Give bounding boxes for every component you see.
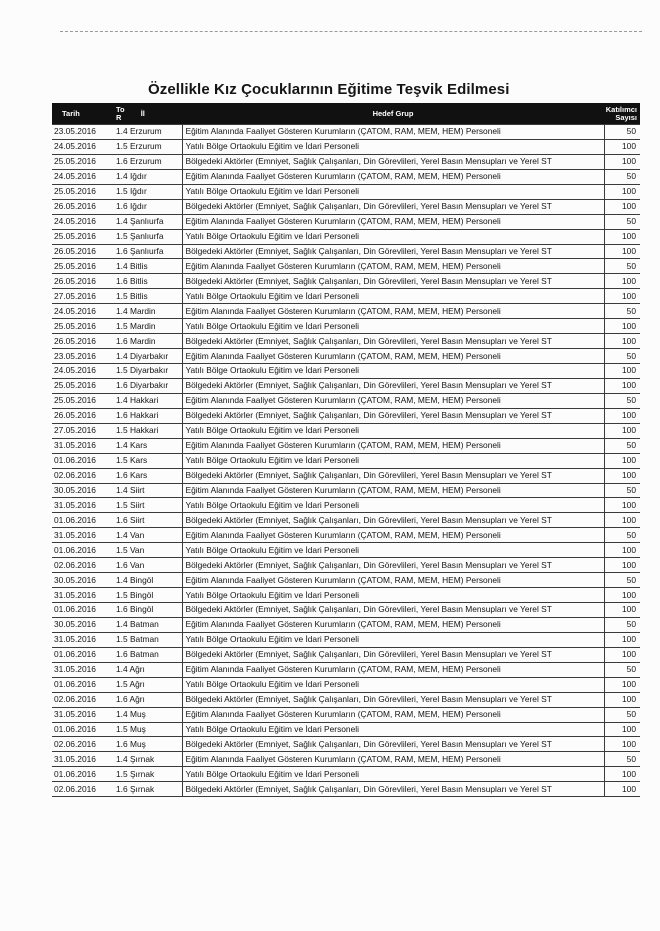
header-target-group: Hedef Grup — [182, 103, 604, 125]
cell-tor-il: 1.6 Şırnak — [110, 782, 182, 797]
cell-target-group: Yatılı Bölge Ortaokulu Eğitim ve İdari Personeli — [182, 543, 604, 558]
cell-participant-count: 100 — [604, 543, 640, 558]
cell-date: 30.05.2016 — [52, 483, 110, 498]
cell-participant-count: 100 — [604, 319, 640, 334]
cell-tor-il: 1.6 Muş — [110, 737, 182, 752]
participants-table-container — [52, 103, 640, 797]
cell-date: 02.06.2016 — [52, 737, 110, 752]
cell-participant-count: 100 — [604, 468, 640, 483]
cell-participant-count: 100 — [604, 603, 640, 618]
cell-participant-count: 100 — [604, 558, 640, 573]
cell-target-group: Bölgedeki Aktörler (Emniyet, Sağlık Çalışanları, Din Görevlileri, Yerel Basın Mensupları ve Yerel ST — [182, 782, 604, 797]
cell-target-group: Yatılı Bölge Ortaokulu Eğitim ve İdari Personeli — [182, 767, 604, 782]
cell-participant-count: 100 — [604, 513, 640, 528]
cell-date: 24.05.2016 — [52, 364, 110, 379]
table-row — [52, 438, 640, 453]
cell-tor-il: 1.5 Bitlis — [110, 289, 182, 304]
table-row — [52, 169, 640, 184]
cell-tor-il: 1.4 Ağrı — [110, 662, 182, 677]
cell-target-group: Yatılı Bölge Ortaokulu Eğitim ve İdari Personeli — [182, 453, 604, 468]
table-row — [52, 632, 640, 647]
cell-tor-il: 1.6 Ağrı — [110, 692, 182, 707]
table-row — [52, 588, 640, 603]
table-row — [52, 647, 640, 662]
cell-date: 25.05.2016 — [52, 378, 110, 393]
cell-participant-count: 100 — [604, 378, 640, 393]
table-row — [52, 408, 640, 423]
cell-participant-count: 100 — [604, 588, 640, 603]
cell-date: 01.06.2016 — [52, 513, 110, 528]
table-row — [52, 528, 640, 543]
cell-date: 01.06.2016 — [52, 603, 110, 618]
cell-date: 23.05.2016 — [52, 349, 110, 364]
cell-tor-il: 1.4 Erzurum — [110, 125, 182, 140]
cell-target-group: Yatılı Bölge Ortaokulu Eğitim ve İdari Personeli — [182, 498, 604, 513]
cell-date: 25.05.2016 — [52, 319, 110, 334]
cell-participant-count: 50 — [604, 438, 640, 453]
cell-tor-il: 1.6 Iğdır — [110, 199, 182, 214]
cell-participant-count: 100 — [604, 199, 640, 214]
table-row — [52, 513, 640, 528]
cell-tor-il: 1.6 Hakkari — [110, 408, 182, 423]
cell-tor-il: 1.4 Kars — [110, 438, 182, 453]
cell-date: 24.05.2016 — [52, 139, 110, 154]
cell-participant-count: 100 — [604, 632, 640, 647]
cell-target-group: Yatılı Bölge Ortaokulu Eğitim ve İdari Personeli — [182, 184, 604, 199]
header-count-bottom: Sayısı — [615, 112, 637, 122]
cell-date: 27.05.2016 — [52, 423, 110, 438]
cell-date: 30.05.2016 — [52, 617, 110, 632]
cell-tor-il: 1.6 Van — [110, 558, 182, 573]
table-row — [52, 349, 640, 364]
cell-target-group: Yatılı Bölge Ortaokulu Eğitim ve İdari Personeli — [182, 229, 604, 244]
cell-tor-il: 1.5 Batman — [110, 632, 182, 647]
cell-participant-count: 50 — [604, 528, 640, 543]
table-row — [52, 543, 640, 558]
table-row — [52, 274, 640, 289]
table-row — [52, 229, 640, 244]
cell-tor-il: 1.6 Batman — [110, 647, 182, 662]
header-tor-bottom: R — [116, 112, 122, 122]
cell-target-group: Eğitim Alanında Faaliyet Gösteren Kurumların (ÇATOM, RAM, MEM, HEM) Personeli — [182, 349, 604, 364]
cell-date: 26.05.2016 — [52, 334, 110, 349]
cell-tor-il: 1.4 Mardin — [110, 304, 182, 319]
table-row — [52, 304, 640, 319]
table-row — [52, 782, 640, 797]
cell-tor-il: 1.4 Iğdır — [110, 169, 182, 184]
cell-target-group: Eğitim Alanında Faaliyet Gösteren Kurumların (ÇATOM, RAM, MEM, HEM) Personeli — [182, 752, 604, 767]
table-row — [52, 259, 640, 274]
header-il: İl — [140, 108, 145, 118]
cell-participant-count: 100 — [604, 453, 640, 468]
cell-target-group: Bölgedeki Aktörler (Emniyet, Sağlık Çalışanları, Din Görevlileri, Yerel Basın Mensupları ve Yerel ST — [182, 334, 604, 349]
cell-participant-count: 50 — [604, 617, 640, 632]
cell-target-group: Eğitim Alanında Faaliyet Gösteren Kurumların (ÇATOM, RAM, MEM, HEM) Personeli — [182, 169, 604, 184]
cell-date: 01.06.2016 — [52, 453, 110, 468]
table-row — [52, 692, 640, 707]
cell-date: 02.06.2016 — [52, 692, 110, 707]
cell-target-group: Bölgedeki Aktörler (Emniyet, Sağlık Çalışanları, Din Görevlileri, Yerel Basın Mensupları ve Yerel ST — [182, 378, 604, 393]
cell-tor-il: 1.6 Kars — [110, 468, 182, 483]
cell-target-group: Eğitim Alanında Faaliyet Gösteren Kurumların (ÇATOM, RAM, MEM, HEM) Personeli — [182, 438, 604, 453]
table-row — [52, 617, 640, 632]
cell-tor-il: 1.5 Erzurum — [110, 139, 182, 154]
cell-tor-il: 1.5 Kars — [110, 453, 182, 468]
cell-date: 25.05.2016 — [52, 393, 110, 408]
table-row — [52, 573, 640, 588]
cell-target-group: Bölgedeki Aktörler (Emniyet, Sağlık Çalışanları, Din Görevlileri, Yerel Basın Mensupları ve Yerel ST — [182, 468, 604, 483]
cell-date: 31.05.2016 — [52, 752, 110, 767]
table-row — [52, 214, 640, 229]
cell-target-group: Bölgedeki Aktörler (Emniyet, Sağlık Çalışanları, Din Görevlileri, Yerel Basın Mensupları ve Yerel ST — [182, 513, 604, 528]
cell-date: 26.05.2016 — [52, 274, 110, 289]
cell-target-group: Yatılı Bölge Ortaokulu Eğitim ve İdari Personeli — [182, 677, 604, 692]
table-row — [52, 483, 640, 498]
table-row — [52, 707, 640, 722]
page-title: Özellikle Kız Çocuklarının Eğitime Teşvik Edilmesi — [148, 81, 510, 98]
cell-date: 01.06.2016 — [52, 543, 110, 558]
cell-target-group: Yatılı Bölge Ortaokulu Eğitim ve İdari Personeli — [182, 588, 604, 603]
table-row — [52, 468, 640, 483]
cell-tor-il: 1.5 Siirt — [110, 498, 182, 513]
cell-participant-count: 100 — [604, 139, 640, 154]
table-row — [52, 334, 640, 349]
cell-tor-il: 1.4 Bitlis — [110, 259, 182, 274]
cell-target-group: Yatılı Bölge Ortaokulu Eğitim ve İdari Personeli — [182, 632, 604, 647]
cell-tor-il: 1.5 Şanlıurfa — [110, 229, 182, 244]
cell-participant-count: 100 — [604, 334, 640, 349]
cell-tor-il: 1.6 Diyarbakır — [110, 378, 182, 393]
cell-tor-il: 1.5 Şırnak — [110, 767, 182, 782]
cell-participant-count: 100 — [604, 408, 640, 423]
header-participant-count — [604, 103, 640, 125]
cell-tor-il: 1.4 Bingöl — [110, 573, 182, 588]
cell-participant-count: 100 — [604, 647, 640, 662]
table-row — [52, 154, 640, 169]
table-row — [52, 184, 640, 199]
cell-tor-il: 1.4 Şanlıurfa — [110, 214, 182, 229]
cell-date: 23.05.2016 — [52, 125, 110, 140]
cell-participant-count: 100 — [604, 229, 640, 244]
table-row — [52, 319, 640, 334]
cell-tor-il: 1.4 Hakkari — [110, 393, 182, 408]
cell-target-group: Bölgedeki Aktörler (Emniyet, Sağlık Çalışanları, Din Görevlileri, Yerel Basın Mensupları ve Yerel ST — [182, 154, 604, 169]
cell-participant-count: 50 — [604, 573, 640, 588]
table-header — [52, 103, 640, 125]
table-row — [52, 677, 640, 692]
cell-date: 01.06.2016 — [52, 722, 110, 737]
cell-participant-count: 100 — [604, 154, 640, 169]
cell-date: 31.05.2016 — [52, 632, 110, 647]
header-tor-top: To — [116, 104, 125, 114]
cell-target-group: Yatılı Bölge Ortaokulu Eğitim ve İdari Personeli — [182, 423, 604, 438]
cell-date: 25.05.2016 — [52, 229, 110, 244]
cell-target-group: Yatılı Bölge Ortaokulu Eğitim ve İdari Personeli — [182, 319, 604, 334]
cell-tor-il: 1.5 Iğdır — [110, 184, 182, 199]
cell-participant-count: 100 — [604, 677, 640, 692]
cell-participant-count: 50 — [604, 752, 640, 767]
cell-target-group: Yatılı Bölge Ortaokulu Eğitim ve İdari Personeli — [182, 289, 604, 304]
cell-tor-il: 1.5 Diyarbakır — [110, 364, 182, 379]
cell-date: 26.05.2016 — [52, 408, 110, 423]
cell-target-group: Eğitim Alanında Faaliyet Gösteren Kurumların (ÇATOM, RAM, MEM, HEM) Personeli — [182, 528, 604, 543]
cell-target-group: Eğitim Alanında Faaliyet Gösteren Kurumların (ÇATOM, RAM, MEM, HEM) Personeli — [182, 573, 604, 588]
cell-participant-count: 50 — [604, 483, 640, 498]
cell-participant-count: 50 — [604, 707, 640, 722]
cell-tor-il: 1.5 Bingöl — [110, 588, 182, 603]
cell-participant-count: 50 — [604, 349, 640, 364]
cell-target-group: Bölgedeki Aktörler (Emniyet, Sağlık Çalışanları, Din Görevlileri, Yerel Basın Mensupları ve Yerel ST — [182, 244, 604, 259]
cell-participant-count: 100 — [604, 423, 640, 438]
cell-tor-il: 1.5 Mardin — [110, 319, 182, 334]
cell-date: 31.05.2016 — [52, 662, 110, 677]
cell-date: 02.06.2016 — [52, 782, 110, 797]
cell-participant-count: 100 — [604, 722, 640, 737]
cell-tor-il: 1.4 Şırnak — [110, 752, 182, 767]
cell-target-group: Eğitim Alanında Faaliyet Gösteren Kurumların (ÇATOM, RAM, MEM, HEM) Personeli — [182, 707, 604, 722]
cell-target-group: Bölgedeki Aktörler (Emniyet, Sağlık Çalışanları, Din Görevlileri, Yerel Basın Mensupları ve Yerel ST — [182, 603, 604, 618]
table-row — [52, 364, 640, 379]
table-row — [52, 603, 640, 618]
cell-participant-count: 50 — [604, 662, 640, 677]
cell-tor-il: 1.5 Ağrı — [110, 677, 182, 692]
cell-date: 02.06.2016 — [52, 558, 110, 573]
cell-tor-il: 1.5 Muş — [110, 722, 182, 737]
cell-target-group: Eğitim Alanında Faaliyet Gösteren Kurumların (ÇATOM, RAM, MEM, HEM) Personeli — [182, 617, 604, 632]
cell-participant-count: 100 — [604, 244, 640, 259]
table-row — [52, 378, 640, 393]
cell-target-group: Eğitim Alanında Faaliyet Gösteren Kurumların (ÇATOM, RAM, MEM, HEM) Personeli — [182, 214, 604, 229]
cell-date: 01.06.2016 — [52, 677, 110, 692]
cell-participant-count: 50 — [604, 214, 640, 229]
cell-participant-count: 100 — [604, 498, 640, 513]
table-row — [52, 767, 640, 782]
cell-target-group: Eğitim Alanında Faaliyet Gösteren Kurumların (ÇATOM, RAM, MEM, HEM) Personeli — [182, 304, 604, 319]
cell-target-group: Bölgedeki Aktörler (Emniyet, Sağlık Çalışanları, Din Görevlileri, Yerel Basın Mensupları ve Yerel ST — [182, 737, 604, 752]
cell-date: 27.05.2016 — [52, 289, 110, 304]
table-row — [52, 125, 640, 140]
cell-participant-count: 100 — [604, 692, 640, 707]
cell-target-group: Eğitim Alanında Faaliyet Gösteren Kurumların (ÇATOM, RAM, MEM, HEM) Personeli — [182, 662, 604, 677]
cell-target-group: Bölgedeki Aktörler (Emniyet, Sağlık Çalışanları, Din Görevlileri, Yerel Basın Mensupları ve Yerel ST — [182, 692, 604, 707]
cell-participant-count: 50 — [604, 393, 640, 408]
cell-target-group: Yatılı Bölge Ortaokulu Eğitim ve İdari Personeli — [182, 364, 604, 379]
cell-target-group: Yatılı Bölge Ortaokulu Eğitim ve İdari Personeli — [182, 139, 604, 154]
cell-date: 31.05.2016 — [52, 438, 110, 453]
cell-tor-il: 1.4 Siirt — [110, 483, 182, 498]
cell-participant-count: 100 — [604, 184, 640, 199]
table-row — [52, 139, 640, 154]
cell-participant-count: 100 — [604, 364, 640, 379]
cell-tor-il: 1.4 Diyarbakır — [110, 349, 182, 364]
cell-date: 26.05.2016 — [52, 244, 110, 259]
table-row — [52, 244, 640, 259]
cell-tor-il: 1.4 Van — [110, 528, 182, 543]
cell-target-group: Eğitim Alanında Faaliyet Gösteren Kurumların (ÇATOM, RAM, MEM, HEM) Personeli — [182, 125, 604, 140]
table-row — [52, 289, 640, 304]
cell-date: 02.06.2016 — [52, 468, 110, 483]
cell-target-group: Bölgedeki Aktörler (Emniyet, Sağlık Çalışanları, Din Görevlileri, Yerel Basın Mensupları ve Yerel ST — [182, 274, 604, 289]
cell-date: 24.05.2016 — [52, 169, 110, 184]
cell-participant-count: 100 — [604, 737, 640, 752]
cell-tor-il: 1.6 Şanlıurfa — [110, 244, 182, 259]
table-header-row — [52, 103, 640, 125]
cell-date: 01.06.2016 — [52, 647, 110, 662]
participants-table — [52, 103, 640, 797]
cell-target-group: Eğitim Alanında Faaliyet Gösteren Kurumların (ÇATOM, RAM, MEM, HEM) Personeli — [182, 483, 604, 498]
cell-date: 26.05.2016 — [52, 199, 110, 214]
table-row — [52, 498, 640, 513]
cell-tor-il: 1.4 Batman — [110, 617, 182, 632]
cell-date: 31.05.2016 — [52, 498, 110, 513]
cell-date: 31.05.2016 — [52, 588, 110, 603]
cell-participant-count: 100 — [604, 289, 640, 304]
cell-participant-count: 100 — [604, 274, 640, 289]
cell-date: 30.05.2016 — [52, 573, 110, 588]
cell-date: 24.05.2016 — [52, 214, 110, 229]
cell-target-group: Bölgedeki Aktörler (Emniyet, Sağlık Çalışanları, Din Görevlileri, Yerel Basın Mensupları ve Yerel ST — [182, 558, 604, 573]
cell-tor-il: 1.6 Bitlis — [110, 274, 182, 289]
cell-participant-count: 50 — [604, 169, 640, 184]
cell-target-group: Eğitim Alanında Faaliyet Gösteren Kurumların (ÇATOM, RAM, MEM, HEM) Personeli — [182, 393, 604, 408]
cell-date: 31.05.2016 — [52, 528, 110, 543]
header-count-top: Katılımcı — [605, 104, 637, 114]
table-row — [52, 199, 640, 214]
cell-date: 25.05.2016 — [52, 184, 110, 199]
table-body — [52, 125, 640, 797]
table-row — [52, 423, 640, 438]
table-row — [52, 752, 640, 767]
cell-participant-count: 50 — [604, 304, 640, 319]
cell-participant-count: 100 — [604, 782, 640, 797]
cell-target-group: Eğitim Alanında Faaliyet Gösteren Kurumların (ÇATOM, RAM, MEM, HEM) Personeli — [182, 259, 604, 274]
cell-tor-il: 1.6 Mardin — [110, 334, 182, 349]
cell-tor-il: 1.6 Bingöl — [110, 603, 182, 618]
cell-date: 31.05.2016 — [52, 707, 110, 722]
table-row — [52, 558, 640, 573]
top-dashed-rule — [60, 31, 642, 32]
table-row — [52, 737, 640, 752]
header-tor-il — [110, 103, 182, 125]
cell-tor-il: 1.6 Erzurum — [110, 154, 182, 169]
cell-date: 25.05.2016 — [52, 154, 110, 169]
cell-participant-count: 50 — [604, 259, 640, 274]
table-row — [52, 662, 640, 677]
cell-date: 25.05.2016 — [52, 259, 110, 274]
cell-date: 24.05.2016 — [52, 304, 110, 319]
header-tor — [116, 106, 125, 122]
cell-tor-il: 1.6 Siirt — [110, 513, 182, 528]
cell-tor-il: 1.5 Hakkari — [110, 423, 182, 438]
cell-date: 01.06.2016 — [52, 767, 110, 782]
cell-tor-il: 1.4 Muş — [110, 707, 182, 722]
cell-target-group: Bölgedeki Aktörler (Emniyet, Sağlık Çalışanları, Din Görevlileri, Yerel Basın Mensupları ve Yerel ST — [182, 647, 604, 662]
table-row — [52, 453, 640, 468]
table-row — [52, 722, 640, 737]
cell-tor-il: 1.5 Van — [110, 543, 182, 558]
cell-target-group: Yatılı Bölge Ortaokulu Eğitim ve İdari Personeli — [182, 722, 604, 737]
cell-target-group: Bölgedeki Aktörler (Emniyet, Sağlık Çalışanları, Din Görevlileri, Yerel Basın Mensupları ve Yerel ST — [182, 408, 604, 423]
table-row — [52, 393, 640, 408]
header-date: Tarih — [52, 103, 110, 125]
cell-participant-count: 100 — [604, 767, 640, 782]
cell-target-group: Bölgedeki Aktörler (Emniyet, Sağlık Çalışanları, Din Görevlileri, Yerel Basın Mensupları ve Yerel ST — [182, 199, 604, 214]
cell-participant-count: 50 — [604, 125, 640, 140]
